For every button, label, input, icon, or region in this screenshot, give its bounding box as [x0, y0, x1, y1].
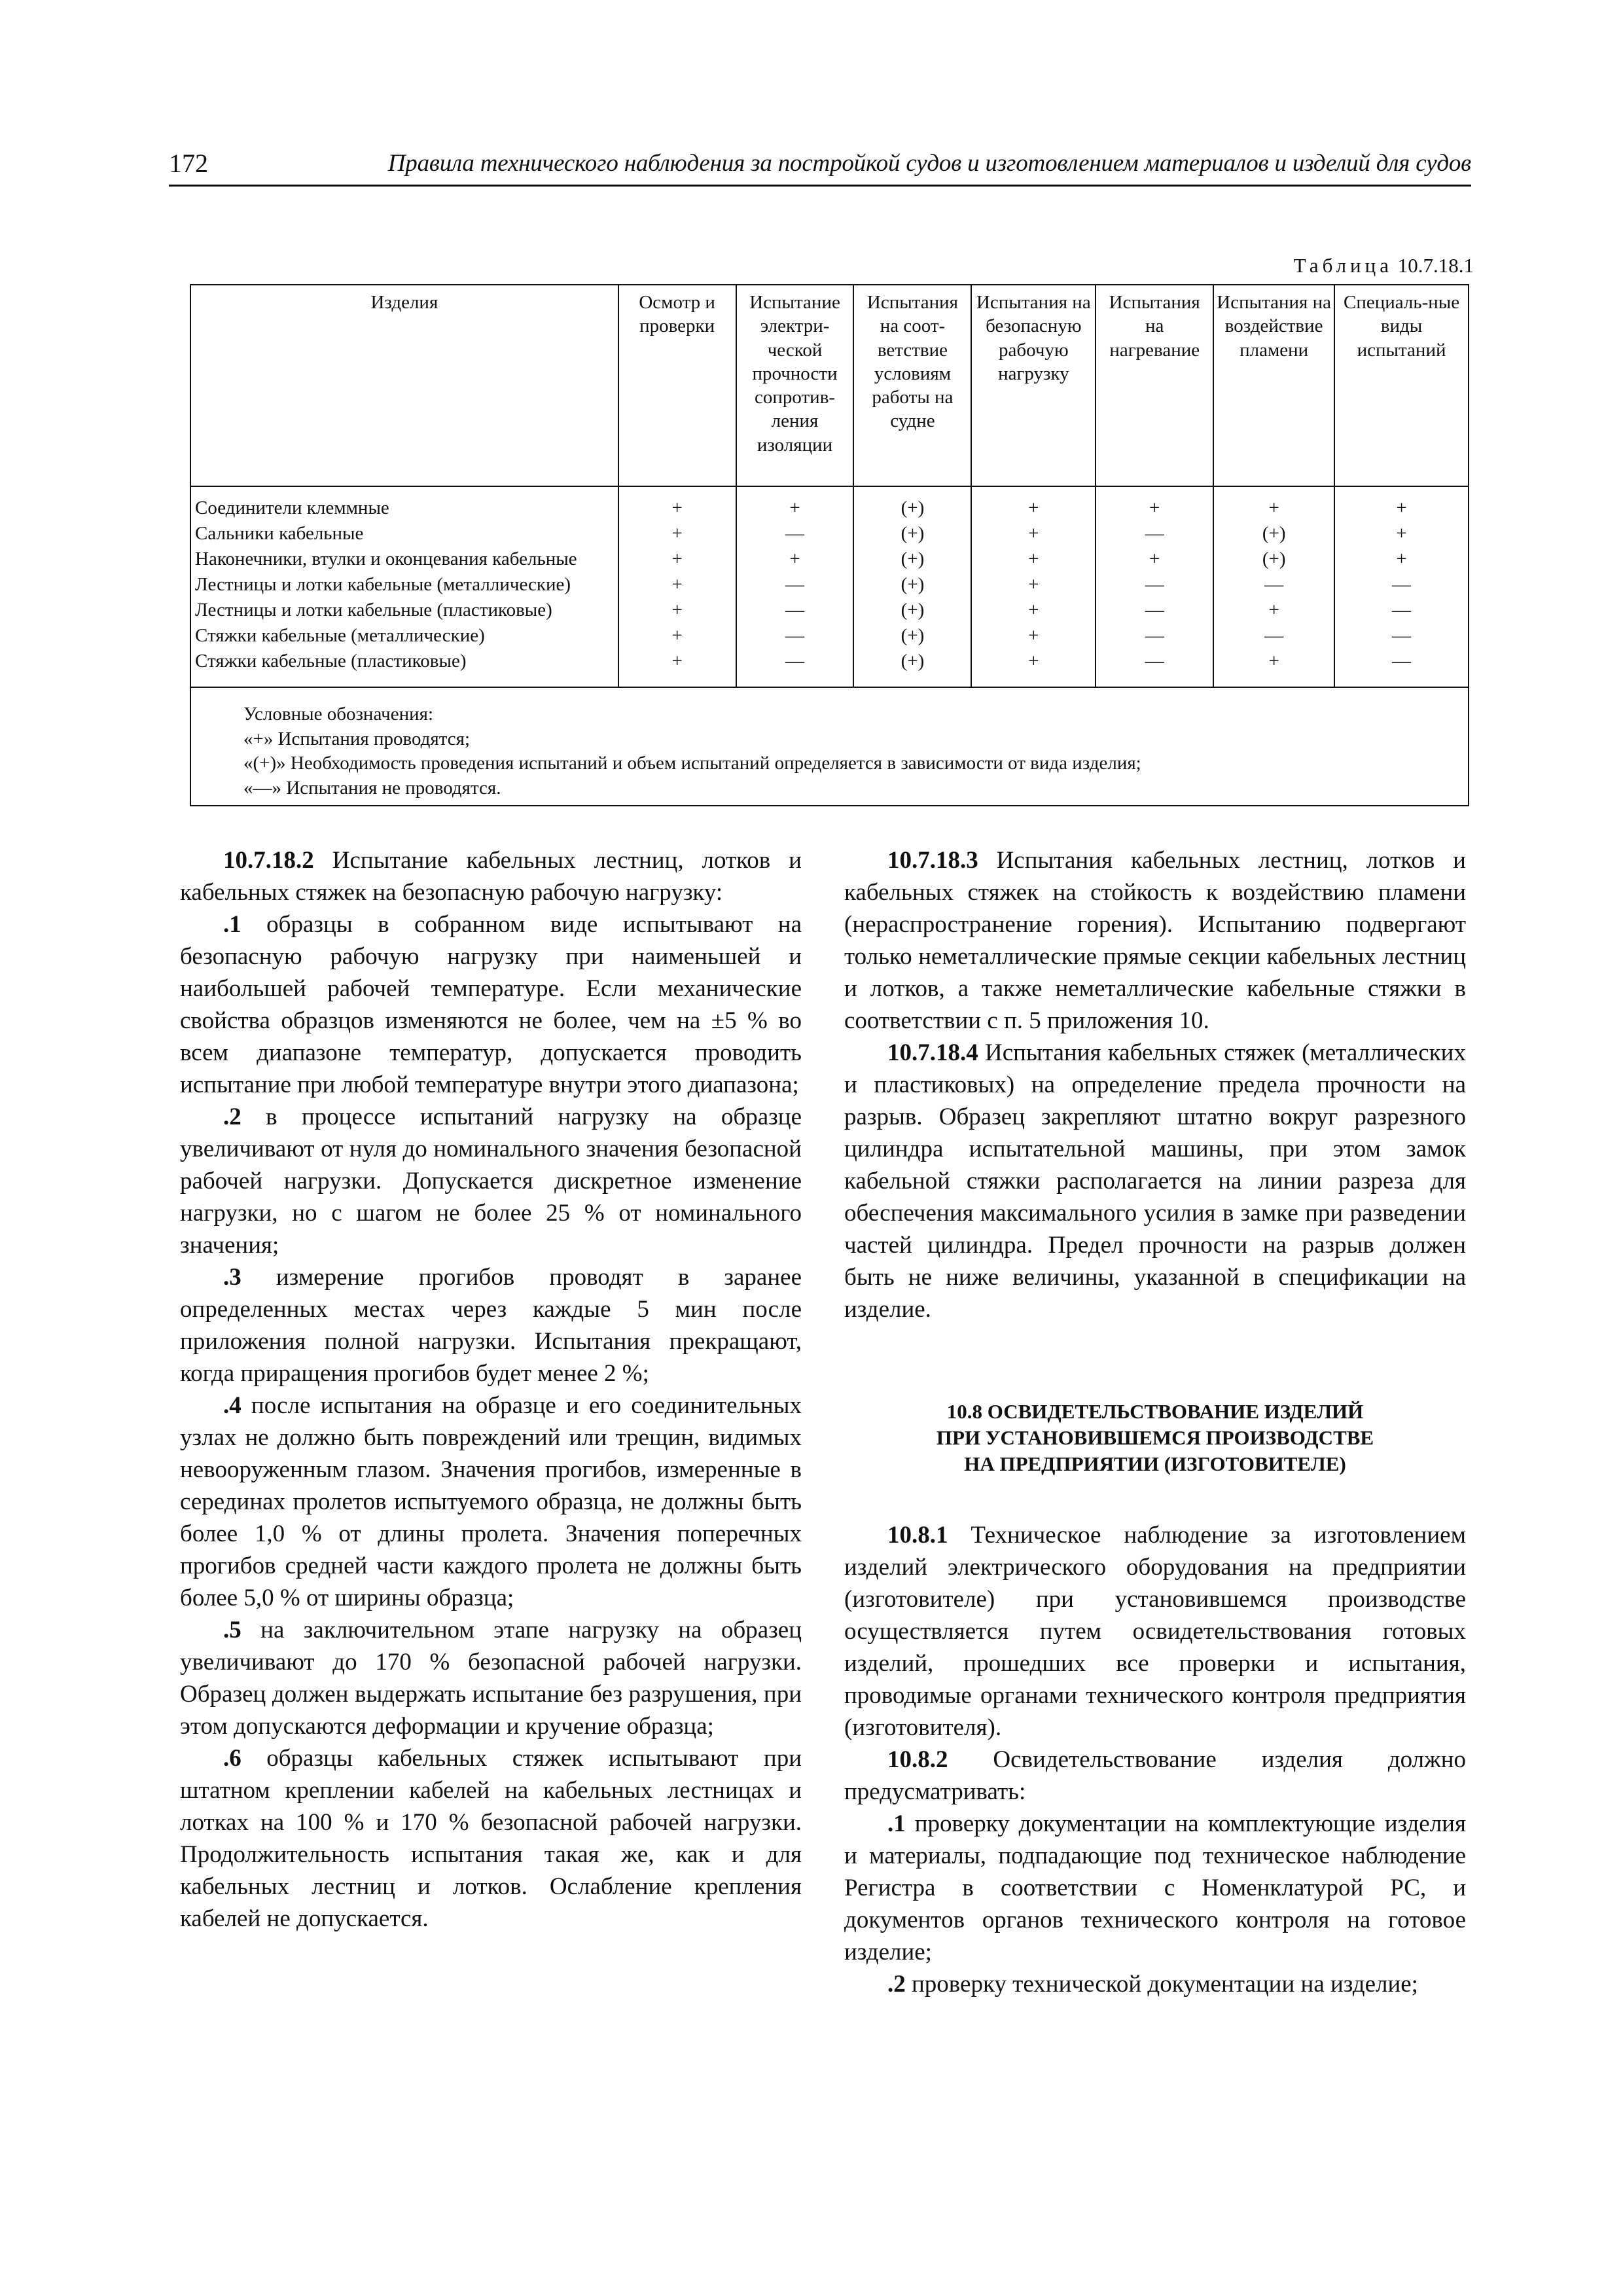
- list-item: .6 образцы кабельных стяжек испытывают при штатном креплении кабелей на кабельных лестницах и лотках на 100 % и 170 % безопасной рабочей нагрузки. Продолжительность испытания такая же, как и для кабельных лестниц и лотков. Ослабление крепления кабелей не допускается.: [180, 1745, 802, 1932]
- product-cell: Сальники кабельные: [190, 522, 618, 547]
- mark-cell: —: [736, 649, 854, 687]
- left-text-column: [180, 844, 802, 1935]
- paragraph-10-7-18-2: 10.7.18.2 Испытание кабельных лестниц, лотков и кабельных стяжек на безопасную рабочую нагрузку:: [180, 847, 802, 906]
- mark-cell: +: [1334, 522, 1469, 547]
- legend-row: [190, 687, 1469, 806]
- mark-cell: —: [1096, 522, 1213, 547]
- table-row: [190, 649, 1469, 687]
- table-caption: [1294, 254, 1474, 278]
- mark-cell: —: [736, 624, 854, 649]
- mark-cell: (+): [853, 598, 971, 624]
- mark-cell: +: [736, 486, 854, 522]
- mark-cell: +: [1096, 547, 1213, 573]
- mark-cell: +: [736, 547, 854, 573]
- mark-cell: —: [736, 598, 854, 624]
- header-cell-ship-conditions: Испытания на соот-ветствие условиям работы на судне: [853, 285, 971, 486]
- paragraph-10-8-1: 10.8.1 Техническое наблюдение за изготовлением изделий электрического оборудования на предприятии (изготовителе) при установившемся производстве осуществляется путем освидетельствования готовых изделий, прошедших все проверки и испытания, проводимые органами технического контроля предприятия (изготовителя).: [844, 1522, 1466, 1741]
- mark-cell: (+): [853, 522, 971, 547]
- mark-cell: +: [971, 624, 1096, 649]
- right-text-column: [844, 844, 1466, 2000]
- table-caption-word: Таблица: [1293, 254, 1393, 277]
- mark-cell: —: [1334, 598, 1469, 624]
- mark-cell: +: [1096, 486, 1213, 522]
- mark-cell: +: [971, 573, 1096, 598]
- tests-table: [190, 284, 1469, 806]
- mark-cell: —: [1096, 573, 1213, 598]
- paragraph-10-7-18-3: 10.7.18.3 Испытания кабельных лестниц, лотков и кабельных стяжек на стойкость к воздействию пламени (нераспространение горения). Испытанию подвергают только неметаллические прямые секции кабельных лестниц и лотков, а также неметаллические кабельные стяжки в соответствии с п. 5 приложения 10.: [844, 847, 1466, 1034]
- table-legend: [190, 687, 1469, 806]
- mark-cell: +: [618, 649, 736, 687]
- mark-cell: +: [971, 649, 1096, 687]
- product-cell: Стяжки кабельные (металлические): [190, 624, 618, 649]
- mark-cell: —: [1334, 624, 1469, 649]
- list-item: .3 измерение прогибов проводят в заранее определенных местах через каждые 5 мин после приложения полной нагрузки. Испытания прекращают, когда приращения прогибов будет менее 2 %;: [180, 1264, 802, 1387]
- product-cell: Лестницы и лотки кабельные (пластиковые): [190, 598, 618, 624]
- legend-item: «—» Испытания не проводятся.: [243, 778, 501, 799]
- mark-cell: (+): [1213, 547, 1334, 573]
- mark-cell: +: [971, 522, 1096, 547]
- mark-cell: —: [1213, 624, 1334, 649]
- product-cell: Стяжки кабельные (пластиковые): [190, 649, 618, 687]
- mark-cell: +: [971, 547, 1096, 573]
- legend-title: Условные обозначения:: [243, 704, 434, 725]
- mark-cell: —: [1213, 573, 1334, 598]
- table-caption-number: 10.7.18.1: [1397, 254, 1474, 277]
- header-cell-inspection: Осмотр и проверки: [618, 285, 736, 486]
- legend-item: «(+)» Необходимость проведения испытаний и объем испытаний определяется в зависимости от вида изделия;: [243, 753, 1141, 774]
- mark-cell: —: [1096, 624, 1213, 649]
- mark-cell: —: [736, 522, 854, 547]
- mark-cell: (+): [853, 573, 971, 598]
- header-cell-safe-load: Испытания на безопасную рабочую нагрузку: [971, 285, 1096, 486]
- mark-cell: +: [618, 573, 736, 598]
- mark-cell: +: [971, 486, 1096, 522]
- list-item: .5 на заключительном этапе нагрузку на образец увеличивают до 170 % безопасной рабочей нагрузки. Образец должен выдержать испытание без разрушения, при этом допускаются деформации и кручение образца;: [180, 1617, 802, 1740]
- table-row: [190, 598, 1469, 624]
- table-row: [190, 547, 1469, 573]
- mark-cell: —: [736, 573, 854, 598]
- product-cell: Наконечники, втулки и оконцевания кабельные: [190, 547, 618, 573]
- header-cell-special: Специаль-ные виды испытаний: [1334, 285, 1469, 486]
- mark-cell: +: [1213, 649, 1334, 687]
- mark-cell: +: [618, 547, 736, 573]
- product-cell: Лестницы и лотки кабельные (металлические): [190, 573, 618, 598]
- page-header: [169, 145, 1471, 187]
- list-item: .1 образцы в собранном виде испытывают на безопасную рабочую нагрузку при наименьшей и наибольшей рабочей температуре. Если механические свойства образцов изменяются не более, чем на ±5 % во всем диапазоне температур, допускается проводить испытание при любой температуре внутри этого диапазона;: [180, 911, 802, 1098]
- mark-cell: (+): [853, 547, 971, 573]
- mark-cell: +: [618, 522, 736, 547]
- header-cell-flame: Испытания на воздействие пламени: [1213, 285, 1334, 486]
- mark-cell: —: [1096, 598, 1213, 624]
- list-item: .1 проверку документации на комплектующие изделия и материалы, подпадающие под техническое наблюдение Регистра в соответствии с Номенклатурой РС, и документов органов технического контроля на готовое изделие;: [844, 1810, 1466, 1965]
- page-number: 172: [169, 149, 208, 178]
- mark-cell: +: [1213, 598, 1334, 624]
- mark-cell: (+): [853, 486, 971, 522]
- mark-cell: +: [618, 598, 736, 624]
- mark-cell: +: [971, 598, 1096, 624]
- product-cell: Соединители клеммные: [190, 486, 618, 522]
- mark-cell: (+): [853, 624, 971, 649]
- header-cell-heating: Испытания на нагревание: [1096, 285, 1213, 486]
- list-item: .4 после испытания на образце и его соединительных узлах не должно быть повреждений или трещин, видимых невооруженным глазом. Значения прогибов, измеренные в серединах пролетов испытуемого образца, не должны быть более 1,0 % от длины пролета. Значения поперечных прогибов средней части каждого пролета не должны быть более 5,0 % от ширины образца;: [180, 1392, 802, 1611]
- mark-cell: +: [1334, 486, 1469, 522]
- legend-item: «+» Испытания проводятся;: [243, 728, 471, 749]
- table-header-row: [190, 285, 1469, 486]
- mark-cell: +: [1334, 547, 1469, 573]
- paragraph-10-7-18-4: 10.7.18.4 Испытания кабельных стяжек (металлических и пластиковых) на определение предела прочности на разрыв. Образец закрепляют штатно вокруг разрезного цилиндра испытательной машины, при этом замок кабельной стяжки располагается на линии разреза для обеспечения максимального усилия в замке при разведении частей цилиндра. Предел прочности на разрыв должен быть не ниже величины, указанной в спецификации на изделие.: [844, 1039, 1466, 1323]
- mark-cell: —: [1334, 573, 1469, 598]
- table-row: [190, 486, 1469, 522]
- header-cell-products: Изделия: [190, 285, 618, 486]
- mark-cell: —: [1334, 649, 1469, 687]
- mark-cell: +: [618, 486, 736, 522]
- table-row: [190, 573, 1469, 598]
- running-title: Правила технического наблюдения за постройкой судов и изготовлением материалов и изделий для судов: [387, 150, 1471, 177]
- mark-cell: (+): [1213, 522, 1334, 547]
- mark-cell: +: [1213, 486, 1334, 522]
- paragraph-10-8-2: 10.8.2 Освидетельствование изделия должно предусматривать:: [844, 1746, 1466, 1805]
- table-row: [190, 522, 1469, 547]
- list-item: .2 в процессе испытаний нагрузку на образце увеличивают от нуля до номинального значения безопасной рабочей нагрузки. Допускается дискретное изменение нагрузки, но с шагом не более 25 % от номинального значения;: [180, 1103, 802, 1259]
- section-heading-10-8: 10.8 ОСВИДЕТЕЛЬСТВОВАНИЕ ИЗДЕЛИЙ ПРИ УСТАНОВИВШЕМСЯ ПРОИЗВОДСТВЕ НА ПРЕДПРИЯТИИ (ИЗГОТОВИТЕЛЕ): [936, 1400, 1374, 1475]
- table-row: [190, 624, 1469, 649]
- mark-cell: (+): [853, 649, 971, 687]
- header-cell-insulation: Испытание электри-ческой прочности сопротив-ления изоляции: [736, 285, 854, 486]
- mark-cell: +: [618, 624, 736, 649]
- mark-cell: —: [1096, 649, 1213, 687]
- list-item: .2 проверку технической документации на изделие;: [887, 1971, 1418, 1998]
